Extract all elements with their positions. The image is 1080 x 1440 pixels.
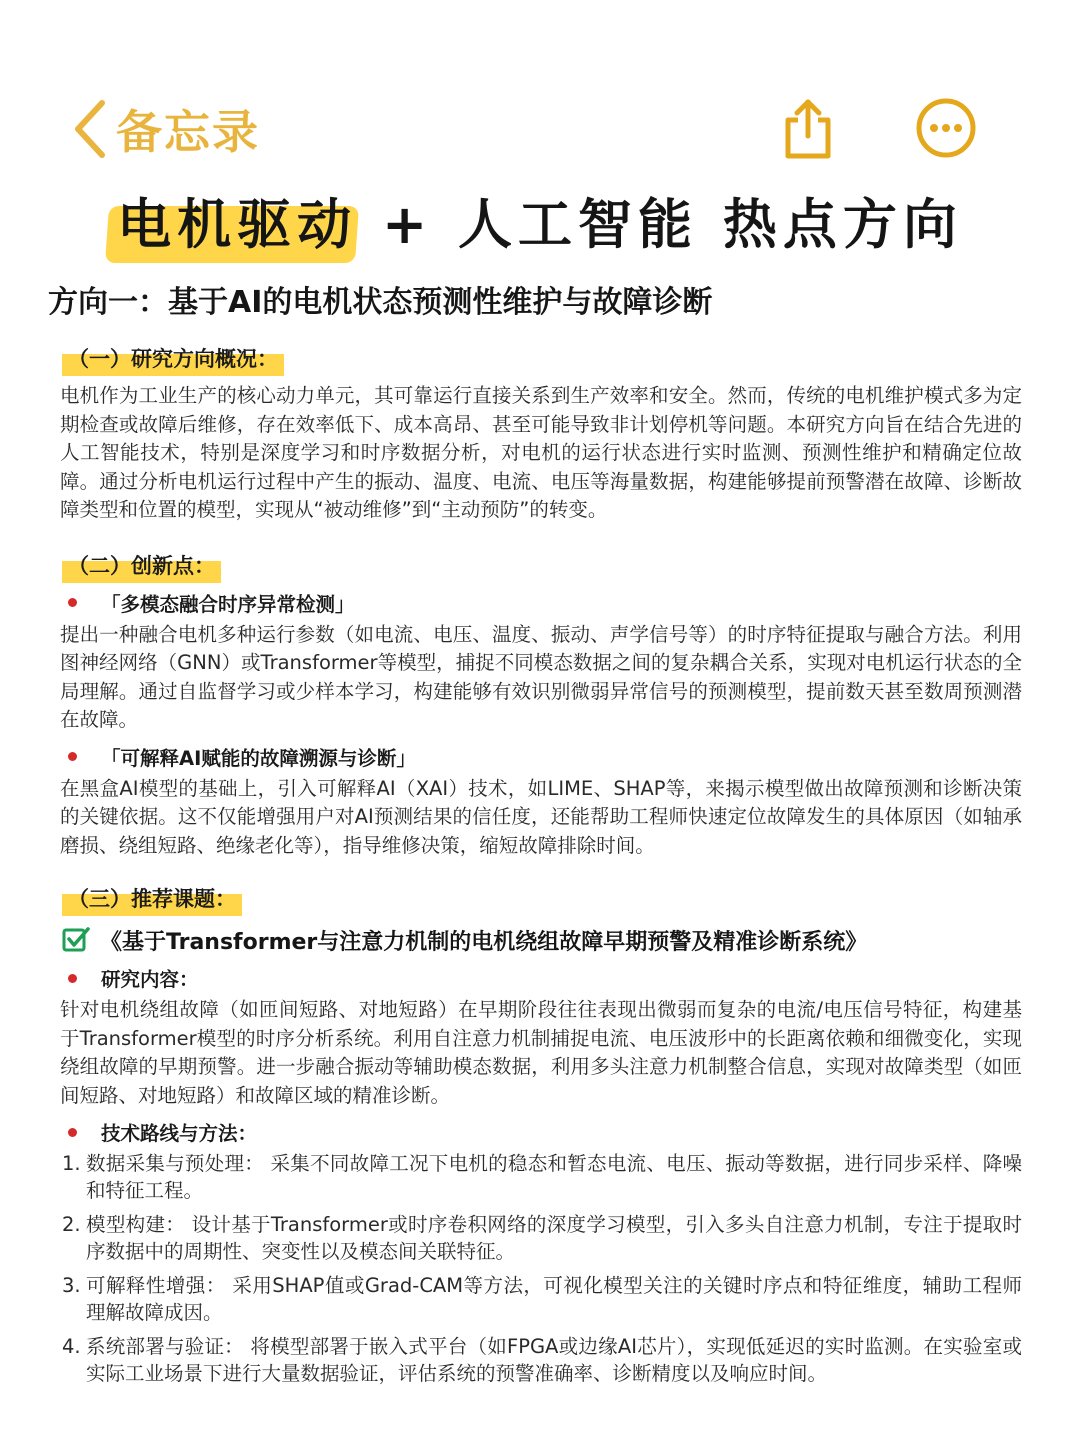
method-steps	[62, 1150, 1022, 1387]
more-icon	[914, 96, 978, 160]
page-title	[0, 182, 1080, 259]
bullet-dot-icon	[68, 752, 77, 761]
innovation-item-title: 「多模态融合时序异常检测」	[68, 585, 1080, 621]
method-step: 3. 可解释性增强： 采用SHAP值或Grad-CAM等方法，可视化模型关注的关键时序点和特征维度，辅助工程师理解故障成因。	[62, 1274, 1022, 1324]
innovation-item-body: 提出一种融合电机多种运行参数（如电流、电压、温度、振动、声学信号等）的时序特征提取与融合方法。利用图神经网络（GNN）或Transformer等模型，捕捉不同模态数据之间的复杂耦合关系，实现对电机运行状态的全局理解。通过自监督学习或少样本学习，构建能够有效识别微弱异常信号的预测模型，提前数天甚至数周预测潜在故障。	[60, 622, 1022, 731]
method-step: 1. 数据采集与预处理： 采集不同故障工况下电机的稳态和暂态电流、电压、振动等数据，进行同步采样、降噪和特征工程。	[62, 1152, 1022, 1202]
checkbox-checked-icon	[62, 926, 90, 954]
more-button[interactable]	[914, 96, 978, 160]
direction-title: 方向一：基于AI的电机状态预测性维护与故障诊断	[48, 285, 713, 320]
section-heading-topic: （三）推荐课题：	[62, 882, 242, 916]
innovation-item-body: 在黑盒AI模型的基础上，引入可解释AI（XAI）技术，如LIME、SHAP等，来揭示模型做出故障预测和诊断决策的关键依据。这不仅能增强用户对AI预测结果的信任度，还能帮助工程师快速定位故障发生的具体原因（如轴承磨损、绕组短路、绝缘老化等），指导维修决策，缩短故障排除时间。	[60, 776, 1022, 857]
section-heading-innovation: （二）创新点：	[62, 549, 221, 583]
recommended-topic: 《基于Transformer与注意力机制的电机绕组故障早期预警及精准诊断系统》	[62, 920, 1080, 960]
back-label: 备忘录	[116, 105, 260, 159]
overview-paragraph: 电机作为工业生产的核心动力单元，其可靠运行直接关系到生产效率和安全。然而，传统的电机维护模式多为定期检查或故障后维修，存在效率低下、成本高昂、甚至可能导致非计划停机等问题。本研究方向旨在结合先进的人工智能技术，特别是深度学习和时序数据分析，对电机的运行状态进行实时监测、预测性维护和精确定位故障。通过分析电机运行过程中产生的振动、温度、电流、电压等海量数据，构建能够提前预警潜在故障、诊断故障类型和位置的模型，实现从“被动维修”到“主动预防”的转变。	[60, 384, 1022, 521]
title-rest: + 人工智能 热点方向	[381, 193, 963, 256]
innovation-item-title: 「可解释AI赋能的故障溯源与诊断」	[68, 739, 1080, 775]
method-label: 技术路线与方法：	[68, 1114, 1080, 1150]
share-button[interactable]	[776, 96, 840, 160]
bullet-dot-icon	[68, 1128, 77, 1137]
share-icon	[776, 96, 840, 160]
method-step: 4. 系统部署与验证： 将模型部署于嵌入式平台（如FPGA或边缘AI芯片），实现低延迟的实时监测。在实验室或实际工业场景下进行大量数据验证，评估系统的预警准确率、诊断精度以及响应时间。	[62, 1335, 1022, 1385]
nav-bar	[0, 0, 1080, 175]
method-step: 2. 模型构建： 设计基于Transformer或时序卷积网络的深度学习模型，引入多头自注意力机制，专注于提取时序数据中的周期性、突变性以及模态间关联特征。	[62, 1213, 1022, 1263]
chevron-left-icon	[70, 97, 110, 161]
bullet-dot-icon	[68, 974, 77, 983]
section-heading-overview: （一）研究方向概况：	[62, 342, 284, 376]
bullet-dot-icon	[68, 598, 77, 607]
back-button[interactable]	[70, 96, 260, 162]
title-highlight: 电机驱动	[117, 182, 357, 259]
research-content-label: 研究内容：	[68, 960, 1080, 996]
note-content	[0, 278, 1080, 1394]
research-content-paragraph: 针对电机绕组故障（如匝间短路、对地短路）在早期阶段往往表现出微弱而复杂的电流/电压信号特征，构建基于Transformer模型的时序分析系统。利用自注意力机制捕捉电流、电压波形中的长距离依赖和细微变化，实现绕组故障的早期预警。进一步融合振动等辅助模态数据，利用多头注意力机制整合信息，实现对故障类型（如匝间短路、对地短路）和故障区域的精准诊断。	[60, 998, 1022, 1107]
